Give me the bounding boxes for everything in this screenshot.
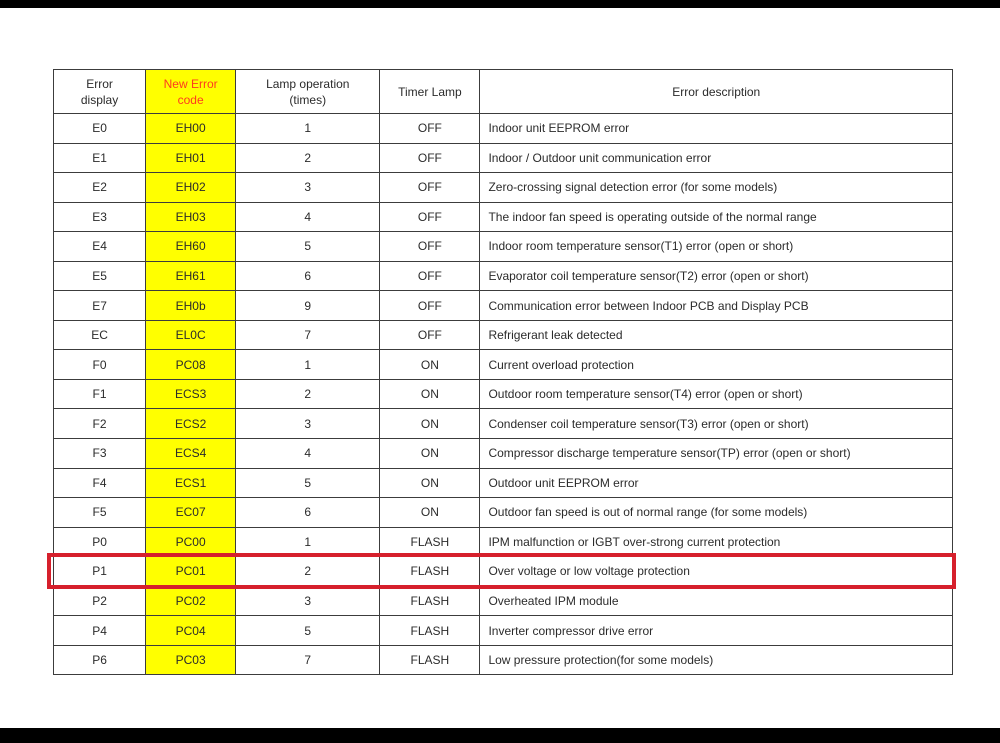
error-description-cell: Low pressure protection(for some models) — [480, 645, 953, 675]
table-row — [54, 320, 953, 350]
lamp-operation-cell: 7 — [236, 320, 380, 350]
timer-lamp-cell: OFF — [380, 173, 480, 203]
error-display-cell: E7 — [54, 291, 146, 321]
error-display-cell: F3 — [54, 439, 146, 469]
timer-lamp-cell: FLASH — [380, 645, 480, 675]
table-row — [54, 379, 953, 409]
new-error-code-cell: PC00 — [146, 527, 236, 557]
timer-lamp-cell: OFF — [380, 114, 480, 144]
error-display-cell: F4 — [54, 468, 146, 498]
new-error-code-cell: PC03 — [146, 645, 236, 675]
table-row — [54, 350, 953, 380]
timer-lamp-cell: ON — [380, 468, 480, 498]
timer-lamp-cell: ON — [380, 409, 480, 439]
lamp-operation-cell: 1 — [236, 350, 380, 380]
lamp-operation-cell: 5 — [236, 232, 380, 262]
lamp-operation-cell: 2 — [236, 557, 380, 587]
lamp-operation-cell: 1 — [236, 527, 380, 557]
timer-lamp-cell: ON — [380, 498, 480, 528]
header-timer-lamp — [380, 70, 480, 114]
error-description-cell: Indoor room temperature sensor(T1) error (open or short) — [480, 232, 953, 262]
error-display-cell: E3 — [54, 202, 146, 232]
error-display-cell: EC — [54, 320, 146, 350]
header-new-error-code-label: New Error code — [163, 76, 218, 107]
new-error-code-cell: PC02 — [146, 586, 236, 616]
error-description-cell: Indoor unit EEPROM error — [480, 114, 953, 144]
new-error-code-cell: ECS4 — [146, 439, 236, 469]
timer-lamp-cell: OFF — [380, 261, 480, 291]
table-row — [54, 586, 953, 616]
table-row — [54, 261, 953, 291]
new-error-code-cell: EC07 — [146, 498, 236, 528]
error-description-cell: Over voltage or low voltage protection — [480, 557, 953, 587]
error-display-cell: P1 — [54, 557, 146, 587]
error-description-cell: Refrigerant leak detected — [480, 320, 953, 350]
lamp-operation-cell: 6 — [236, 261, 380, 291]
error-description-cell: Communication error between Indoor PCB and Display PCB — [480, 291, 953, 321]
error-display-cell: F5 — [54, 498, 146, 528]
timer-lamp-cell: OFF — [380, 291, 480, 321]
header-lamp-operation-label: Lamp operation (times) — [266, 76, 350, 107]
lamp-operation-cell: 5 — [236, 468, 380, 498]
error-display-cell: F1 — [54, 379, 146, 409]
new-error-code-cell: PC01 — [146, 557, 236, 587]
error-description-cell: Zero-crossing signal detection error (for some models) — [480, 173, 953, 203]
lamp-operation-cell: 1 — [236, 114, 380, 144]
timer-lamp-cell: FLASH — [380, 616, 480, 646]
timer-lamp-cell: OFF — [380, 202, 480, 232]
error-display-cell: F0 — [54, 350, 146, 380]
error-description-cell: Outdoor fan speed is out of normal range (for some models) — [480, 498, 953, 528]
header-new-error-code — [146, 70, 236, 114]
timer-lamp-cell: ON — [380, 439, 480, 469]
table-body — [54, 114, 953, 675]
lamp-operation-cell: 4 — [236, 202, 380, 232]
error-description-cell: Indoor / Outdoor unit communication error — [480, 143, 953, 173]
error-display-cell: P2 — [54, 586, 146, 616]
error-display-cell: E0 — [54, 114, 146, 144]
document-page — [0, 8, 1000, 728]
error-code-table — [53, 69, 953, 675]
table-row — [54, 114, 953, 144]
table-row — [54, 291, 953, 321]
new-error-code-cell: EH00 — [146, 114, 236, 144]
timer-lamp-cell: OFF — [380, 232, 480, 262]
new-error-code-cell: ECS3 — [146, 379, 236, 409]
table-row — [54, 527, 953, 557]
error-description-cell: Overheated IPM module — [480, 586, 953, 616]
lamp-operation-cell: 2 — [236, 379, 380, 409]
header-error-display-label: Error display — [80, 76, 119, 107]
table-row — [54, 143, 953, 173]
error-display-cell: P0 — [54, 527, 146, 557]
table-row — [54, 616, 953, 646]
header-error-display — [54, 70, 146, 114]
new-error-code-cell: EH02 — [146, 173, 236, 203]
error-description-cell: Outdoor room temperature sensor(T4) error (open or short) — [480, 379, 953, 409]
error-description-cell: IPM malfunction or IGBT over-strong current protection — [480, 527, 953, 557]
new-error-code-cell: EL0C — [146, 320, 236, 350]
error-description-cell: Condenser coil temperature sensor(T3) error (open or short) — [480, 409, 953, 439]
new-error-code-cell: EH01 — [146, 143, 236, 173]
new-error-code-cell: EH0b — [146, 291, 236, 321]
lamp-operation-cell: 2 — [236, 143, 380, 173]
table-row — [54, 439, 953, 469]
timer-lamp-cell: ON — [380, 350, 480, 380]
lamp-operation-cell: 3 — [236, 173, 380, 203]
header-error-description-label: Error description — [672, 84, 761, 99]
lamp-operation-cell: 6 — [236, 498, 380, 528]
error-display-cell: P4 — [54, 616, 146, 646]
new-error-code-cell: EH03 — [146, 202, 236, 232]
timer-lamp-cell: OFF — [380, 320, 480, 350]
error-description-cell: Outdoor unit EEPROM error — [480, 468, 953, 498]
error-description-cell: Evaporator coil temperature sensor(T2) error (open or short) — [480, 261, 953, 291]
header-lamp-operation — [236, 70, 380, 114]
new-error-code-cell: EH60 — [146, 232, 236, 262]
error-description-cell: Compressor discharge temperature sensor(TP) error (open or short) — [480, 439, 953, 469]
new-error-code-cell: PC04 — [146, 616, 236, 646]
error-description-cell: Inverter compressor drive error — [480, 616, 953, 646]
error-display-cell: E1 — [54, 143, 146, 173]
lamp-operation-cell: 3 — [236, 409, 380, 439]
error-description-cell: The indoor fan speed is operating outside of the normal range — [480, 202, 953, 232]
new-error-code-cell: PC08 — [146, 350, 236, 380]
new-error-code-cell: EH61 — [146, 261, 236, 291]
lamp-operation-cell: 9 — [236, 291, 380, 321]
error-description-cell: Current overload protection — [480, 350, 953, 380]
table-row — [54, 202, 953, 232]
timer-lamp-cell: FLASH — [380, 586, 480, 616]
lamp-operation-cell: 4 — [236, 439, 380, 469]
new-error-code-cell: ECS1 — [146, 468, 236, 498]
table-row — [54, 645, 953, 675]
error-display-cell: F2 — [54, 409, 146, 439]
lamp-operation-cell: 7 — [236, 645, 380, 675]
header-timer-lamp-label: Timer Lamp — [398, 84, 462, 99]
table-row — [54, 557, 953, 587]
new-error-code-cell: ECS2 — [146, 409, 236, 439]
error-display-cell: E2 — [54, 173, 146, 203]
error-display-cell: E4 — [54, 232, 146, 262]
table-row — [54, 468, 953, 498]
lamp-operation-cell: 5 — [236, 616, 380, 646]
error-display-cell: E5 — [54, 261, 146, 291]
table-row — [54, 232, 953, 262]
timer-lamp-cell: FLASH — [380, 527, 480, 557]
timer-lamp-cell: FLASH — [380, 557, 480, 587]
lamp-operation-cell: 3 — [236, 586, 380, 616]
table-row — [54, 173, 953, 203]
table-row — [54, 498, 953, 528]
header-error-description — [480, 70, 953, 114]
error-display-cell: P6 — [54, 645, 146, 675]
table-header-row — [54, 70, 953, 114]
timer-lamp-cell: OFF — [380, 143, 480, 173]
timer-lamp-cell: ON — [380, 379, 480, 409]
table-row — [54, 409, 953, 439]
